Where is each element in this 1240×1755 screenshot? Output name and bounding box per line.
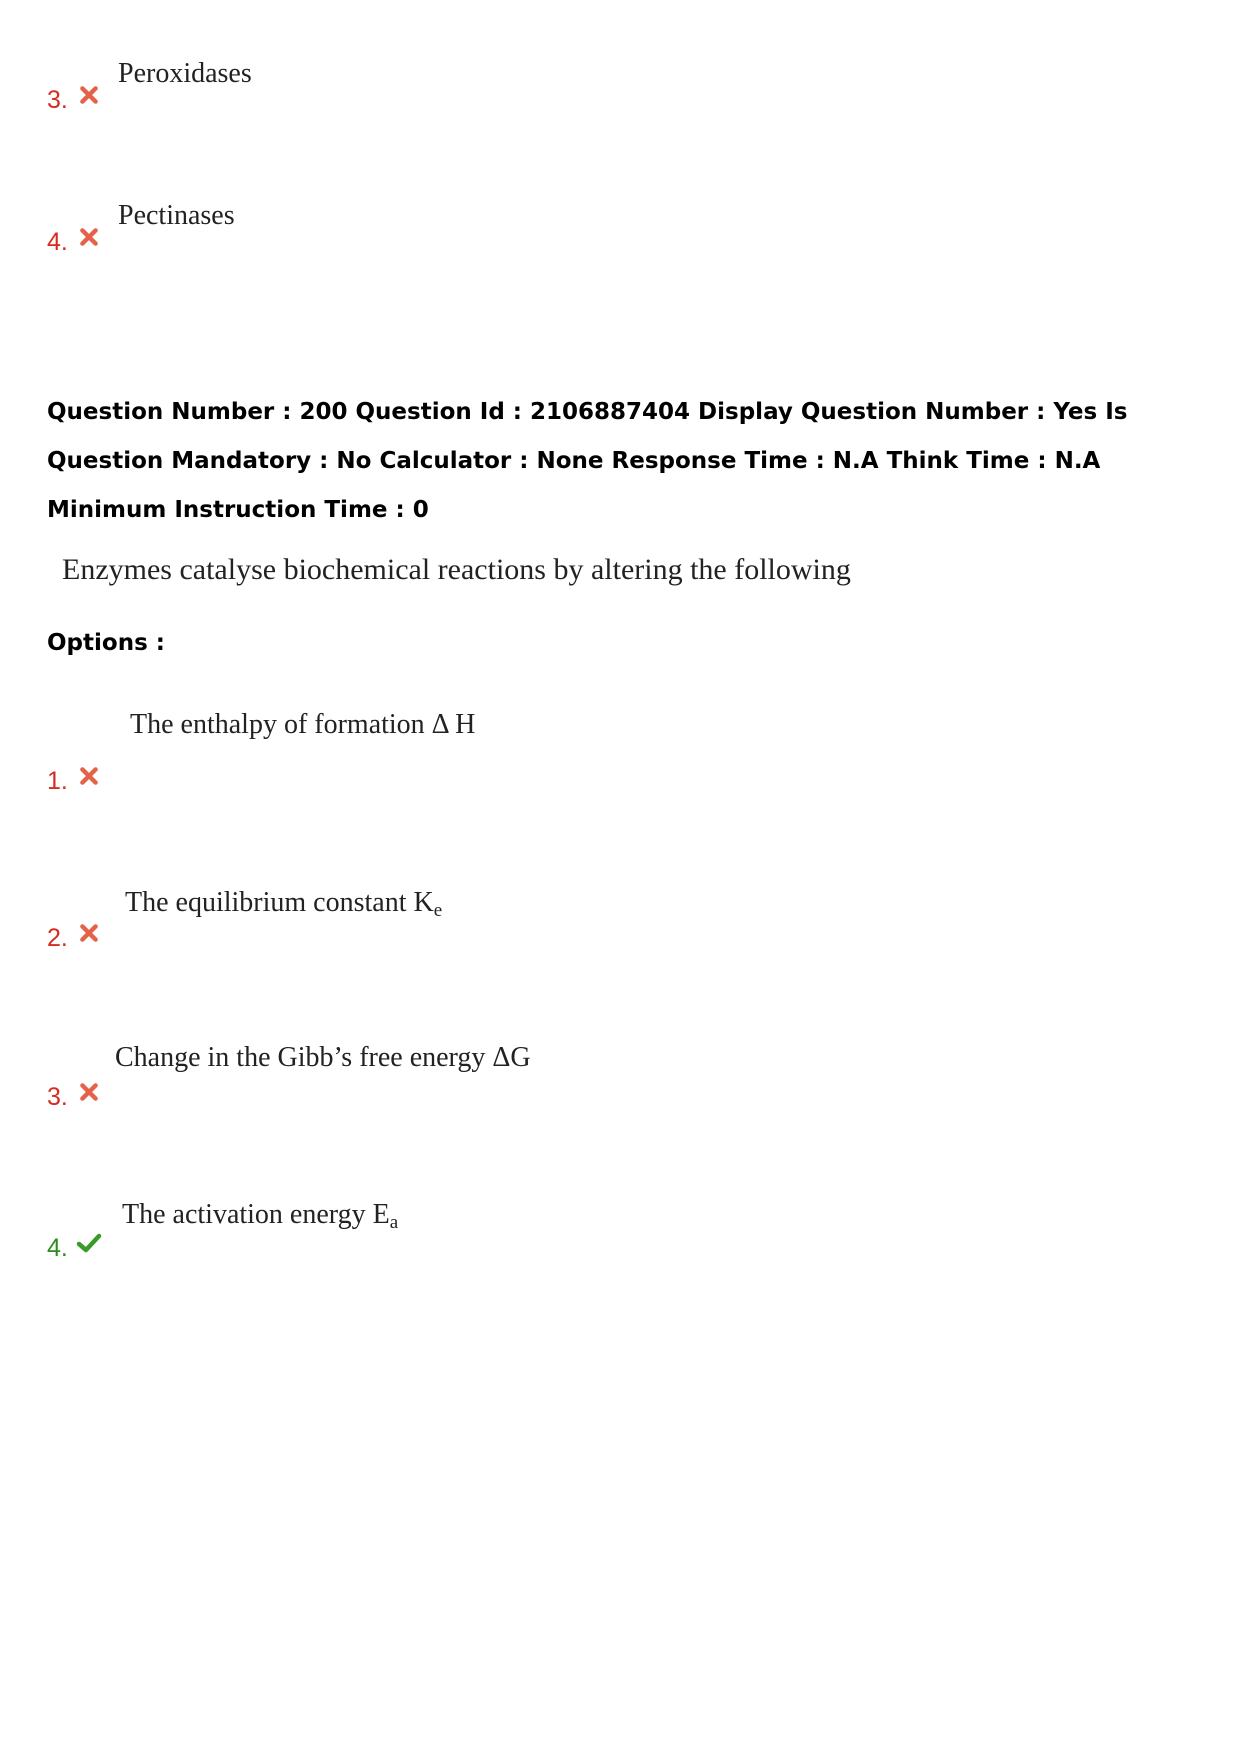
option-text	[125, 887, 442, 922]
cross-icon	[78, 765, 100, 787]
option-number: 4.	[47, 228, 68, 256]
option-number: 1.	[47, 767, 68, 795]
option-text: The enthalpy of formation Δ H	[130, 709, 476, 740]
option-text: Peroxidases	[118, 58, 252, 89]
option-text: Change in the Gibb’s free energy ΔG	[115, 1042, 531, 1073]
option-number: 3.	[47, 1083, 68, 1111]
check-icon	[76, 1232, 102, 1254]
option-text: Pectinases	[118, 200, 235, 231]
option-text	[122, 1199, 398, 1234]
option-number: 2.	[47, 924, 68, 952]
cross-icon	[78, 922, 100, 944]
option-number: 4.	[47, 1234, 68, 1262]
options-label: Options :	[47, 630, 165, 656]
cross-icon	[78, 226, 100, 248]
cross-icon	[78, 1081, 100, 1103]
question-text: Enzymes catalyse biochemical reactions by altering the following	[62, 553, 851, 586]
option-text-subscript: a	[389, 1212, 399, 1233]
cross-icon	[78, 84, 100, 106]
option-number: 3.	[47, 86, 68, 114]
option-text-subscript: e	[433, 900, 443, 921]
option-text-main: The activation energy E	[122, 1199, 390, 1230]
question-metadata: Question Number : 200 Question Id : 2106887404 Display Question Number : Yes Is Question Mandatory : No Calculator : None Response Time : N.A Think Time : N.A Minimum Instruction Time : 0	[47, 399, 1128, 523]
option-text-main: The equilibrium constant K	[125, 887, 434, 918]
